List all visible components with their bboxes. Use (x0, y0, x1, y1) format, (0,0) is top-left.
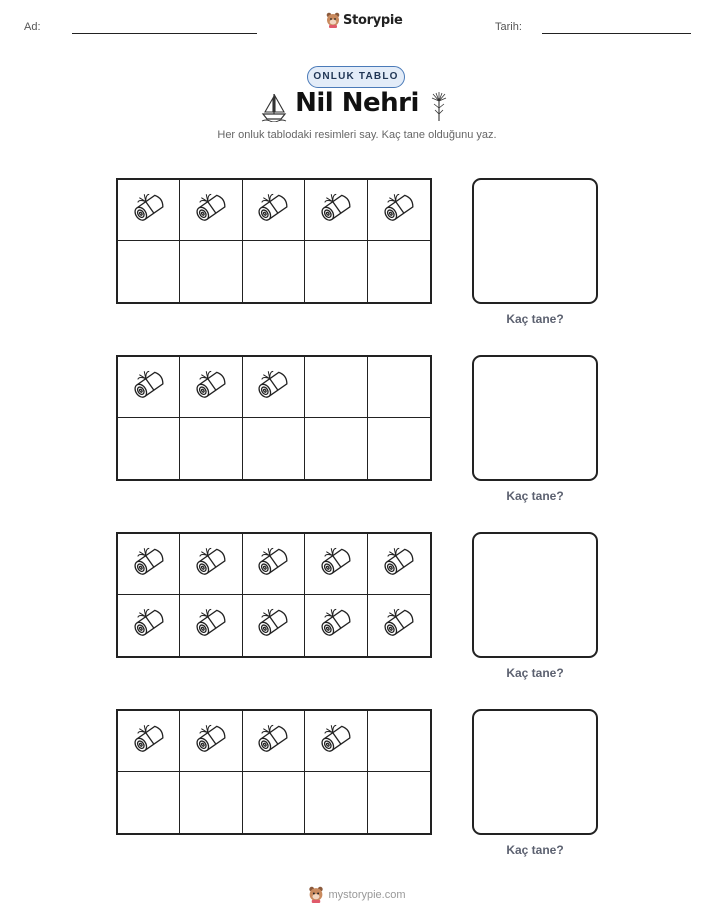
ten-frame-cell (180, 534, 242, 595)
papyrus-scroll-icon (191, 188, 231, 233)
ten-frame-cell (368, 180, 430, 241)
ten-frame-cell (305, 180, 367, 241)
papyrus-scroll-icon (316, 542, 356, 587)
papyrus-scroll-icon (129, 603, 169, 648)
ten-frame-cell (243, 772, 305, 833)
footer-website: mystorypie.com (328, 888, 406, 901)
ten-frame-cell (180, 357, 242, 418)
ten-frame-cell (368, 241, 430, 302)
papyrus-plant-icon (430, 92, 448, 122)
answer-label: Kaç tane? (506, 489, 564, 503)
date-label: Tarih: (495, 21, 522, 33)
ten-frame-cell (118, 180, 180, 241)
answer-box[interactable] (472, 709, 598, 835)
ten-frame-cell (180, 180, 242, 241)
date-line (542, 33, 691, 34)
instructions-text: Her onluk tablodaki resimleri say. Kaç tane olduğunu yaz. (217, 129, 497, 141)
papyrus-scroll-icon (379, 542, 419, 587)
papyrus-scroll-icon (253, 603, 293, 648)
ten-frame-cell (118, 534, 180, 595)
ten-frame-cell (180, 418, 242, 479)
papyrus-scroll-icon (191, 365, 231, 410)
ten-frame-cell (180, 595, 242, 656)
ten-frame (116, 178, 432, 304)
brand-name: Storypie (343, 12, 403, 28)
answer-label: Kaç tane? (506, 666, 564, 680)
ten-frame-cell (118, 711, 180, 772)
storypie-mascot-icon (308, 886, 324, 903)
ten-frame-cell (305, 241, 367, 302)
answer-label: Kaç tane? (506, 312, 564, 326)
ten-frame (116, 355, 432, 481)
ten-frame-cell (368, 418, 430, 479)
papyrus-scroll-icon (129, 542, 169, 587)
ten-frame-cell (180, 241, 242, 302)
papyrus-scroll-icon (379, 188, 419, 233)
papyrus-scroll-icon (316, 188, 356, 233)
ten-frame-cell (118, 595, 180, 656)
papyrus-scroll-icon (253, 719, 293, 764)
papyrus-scroll-icon (316, 719, 356, 764)
answer-label: Kaç tane? (506, 843, 564, 857)
papyrus-scroll-icon (191, 603, 231, 648)
ten-frame-cell (243, 595, 305, 656)
page-title: Nil Nehri (295, 88, 419, 118)
ten-frame-cell (305, 595, 367, 656)
ten-frame-cell (305, 711, 367, 772)
papyrus-scroll-icon (253, 542, 293, 587)
name-label: Ad: (24, 21, 41, 33)
answer-box[interactable] (472, 178, 598, 304)
ten-frame-cell (368, 595, 430, 656)
ten-frame (116, 709, 432, 835)
papyrus-scroll-icon (129, 719, 169, 764)
ten-frame-cell (305, 418, 367, 479)
ten-frame-cell (368, 357, 430, 418)
ten-frame-cell (243, 357, 305, 418)
ten-frame-cell (118, 357, 180, 418)
ten-frame-cell (305, 534, 367, 595)
ten-frame-cell (368, 534, 430, 595)
ten-frame-cell (368, 711, 430, 772)
ten-frame-cell (180, 772, 242, 833)
ten-frame-cell (180, 711, 242, 772)
ten-frame (116, 532, 432, 658)
ten-frame-cell (243, 180, 305, 241)
papyrus-scroll-icon (191, 719, 231, 764)
ten-frame-cell (118, 241, 180, 302)
ten-frame-cell (368, 772, 430, 833)
storypie-mascot-icon (326, 12, 340, 28)
papyrus-scroll-icon (129, 365, 169, 410)
ten-frame-cell (118, 772, 180, 833)
papyrus-scroll-icon (253, 188, 293, 233)
footer (0, 886, 714, 903)
ten-frame-cell (305, 772, 367, 833)
papyrus-scroll-icon (379, 603, 419, 648)
ten-frame-cell (118, 418, 180, 479)
brand-logo (326, 12, 403, 28)
papyrus-scroll-icon (253, 365, 293, 410)
papyrus-scroll-icon (191, 542, 231, 587)
ten-frame-cell (243, 534, 305, 595)
ten-frame-cell (243, 711, 305, 772)
ten-frame-cell (243, 241, 305, 302)
name-line (72, 33, 257, 34)
answer-box[interactable] (472, 532, 598, 658)
ten-frame-cell (305, 357, 367, 418)
worksheet-type-badge: ONLUK TABLO (307, 66, 405, 88)
papyrus-scroll-icon (316, 603, 356, 648)
answer-box[interactable] (472, 355, 598, 481)
ten-frame-cell (243, 418, 305, 479)
papyrus-scroll-icon (129, 188, 169, 233)
